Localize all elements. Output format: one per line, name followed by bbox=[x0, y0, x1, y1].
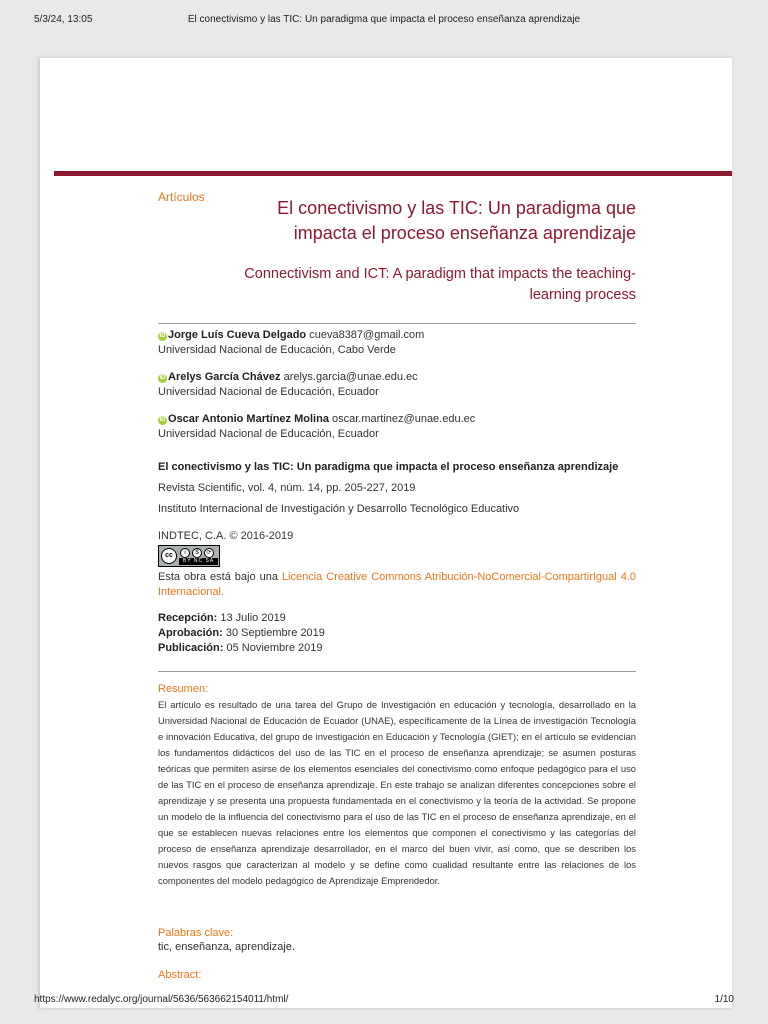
orcid-icon[interactable]: iD bbox=[159, 333, 166, 339]
print-footer bbox=[34, 994, 734, 1008]
author-affiliation: Universidad Nacional de Educación, Ecuador bbox=[158, 386, 379, 398]
print-datetime: 5/3/24, 13:05 bbox=[34, 14, 93, 25]
divider bbox=[158, 671, 636, 672]
citation-journal: Revista Scientific, vol. 4, núm. 14, pp. 205-227, 2019 bbox=[158, 482, 416, 494]
citation-publisher: Instituto Internacional de Investigación y Desarrollo Tecnológico Educativo bbox=[158, 503, 520, 515]
sharealike-icon: ⟳ bbox=[204, 548, 214, 558]
header-bar bbox=[54, 171, 732, 176]
date-published bbox=[158, 641, 636, 656]
keywords-text: tic, enseñanza, aprendizaje. bbox=[158, 941, 295, 953]
keywords-heading: Palabras clave: bbox=[158, 927, 234, 939]
date-value: 13 Julio 2019 bbox=[220, 612, 286, 624]
citation-title: El conectivismo y las TIC: Un paradigma que impacta el proceso enseñanza aprendizaje bbox=[158, 461, 619, 473]
license-text bbox=[158, 570, 636, 600]
article-title-en: Connectivism and ICT: A paradigm that impacts the teaching-learning process bbox=[244, 266, 636, 303]
date-label: Aprobación: bbox=[158, 627, 223, 639]
author-affiliation: Universidad Nacional de Educación, Ecuador bbox=[158, 428, 379, 440]
license-prefix: Esta obra está bajo una bbox=[158, 571, 282, 583]
date-value: 30 Septiembre 2019 bbox=[225, 627, 325, 639]
date-value: 05 Noviembre 2019 bbox=[226, 642, 323, 654]
section-label: Artículos bbox=[158, 190, 205, 204]
divider bbox=[158, 323, 636, 324]
author-email[interactable]: oscar.martinez@unae.edu.ec bbox=[332, 413, 476, 425]
author-email[interactable]: cueva8387@gmail.com bbox=[309, 329, 425, 341]
author-name[interactable]: Oscar Antonio Martínez Molina bbox=[168, 413, 329, 425]
copyright: INDTEC, C.A. © 2016-2019 bbox=[158, 530, 294, 542]
author-list bbox=[158, 328, 636, 454]
page-number: 1/10 bbox=[714, 994, 734, 1005]
resumen-text: El artículo es resultado de una tarea del Grupo de Investigación en educación y tecnología, desarrollado en la Universidad Nacional de Educación de Ecuador (UNAE), específicamente de la Línea de investigación Tecnología e innovación Educativa, del grupo de investigación en Educación y Tecnología (GIET); en el artículo se evidencian los fundamentos didácticos del uso de las TIC en el proceso de enseñanza aprendizaje; se asumen posturas teóricas que permiten asirse de los elementos esenciales del conectivismo como enfoque pedagógico para el uso de las TIC en el proceso de enseñanza aprendizaje. En este trabajo se analizan diferentes concepciones sobre el aprendizaje y se presenta una propuesta fundamentada en el conectivismo y la teoría de la actividad. Se propone un modelo de la influencia del conectivismo para el uso de las TIC en el proceso de enseñanza aprendizaje, en el que se establecen nuevas relaciones entre los elementos que componen el conectivismo y las categorías del proceso de enseñanza aprendizaje desarrollador, en el marco del buen vivir, así como, que se describen los nuevos rasgos que caracterizan al modelo y se define como cualidad resultante entre las relaciones de los componentes del modelo pedagógico de Aprendizaje Emprendedor. bbox=[158, 699, 636, 886]
date-received bbox=[158, 611, 636, 626]
citation-block bbox=[158, 461, 636, 551]
author-name[interactable]: Jorge Luís Cueva Delgado bbox=[168, 329, 307, 341]
author-name[interactable]: Arelys García Chávez bbox=[168, 371, 281, 383]
license-link[interactable]: Licencia Creative Commons Atribución-NoComercial-CompartirIgual 4.0 Internacional. bbox=[158, 571, 636, 598]
document-page bbox=[40, 58, 732, 1008]
print-url: https://www.redalyc.org/journal/5636/563662154011/html/ bbox=[34, 994, 289, 1005]
print-header bbox=[34, 14, 734, 28]
dates-block bbox=[158, 611, 636, 656]
orcid-icon[interactable]: iD bbox=[159, 417, 166, 423]
date-label: Publicación: bbox=[158, 642, 224, 654]
cc-license-badge[interactable] bbox=[158, 545, 220, 567]
author-entry bbox=[158, 412, 636, 442]
keywords-section bbox=[158, 926, 636, 954]
author-email[interactable]: arelys.garcia@unae.edu.ec bbox=[283, 371, 418, 383]
author-entry bbox=[158, 328, 636, 358]
noncommercial-icon: $ bbox=[192, 548, 202, 558]
author-entry bbox=[158, 370, 636, 400]
author-affiliation: Universidad Nacional de Educación, Cabo Verde bbox=[158, 344, 396, 356]
resumen-section bbox=[158, 682, 636, 889]
article-title-es: El conectivismo y las TIC: Un paradigma que impacta el proceso enseñanza aprendizaje bbox=[277, 198, 636, 243]
attribution-icon: i bbox=[180, 548, 190, 558]
cc-icon: cc bbox=[161, 548, 177, 564]
cc-badge-strip: BY NC SA bbox=[179, 558, 218, 565]
date-approved bbox=[158, 626, 636, 641]
resumen-heading: Resumen: bbox=[158, 683, 209, 695]
print-page-title: El conectivismo y las TIC: Un paradigma que impacta el proceso enseñanza aprendizaje bbox=[187, 14, 581, 25]
orcid-icon[interactable]: iD bbox=[159, 375, 166, 381]
date-label: Recepción: bbox=[158, 612, 218, 624]
abstract-heading: Abstract: bbox=[158, 969, 202, 981]
